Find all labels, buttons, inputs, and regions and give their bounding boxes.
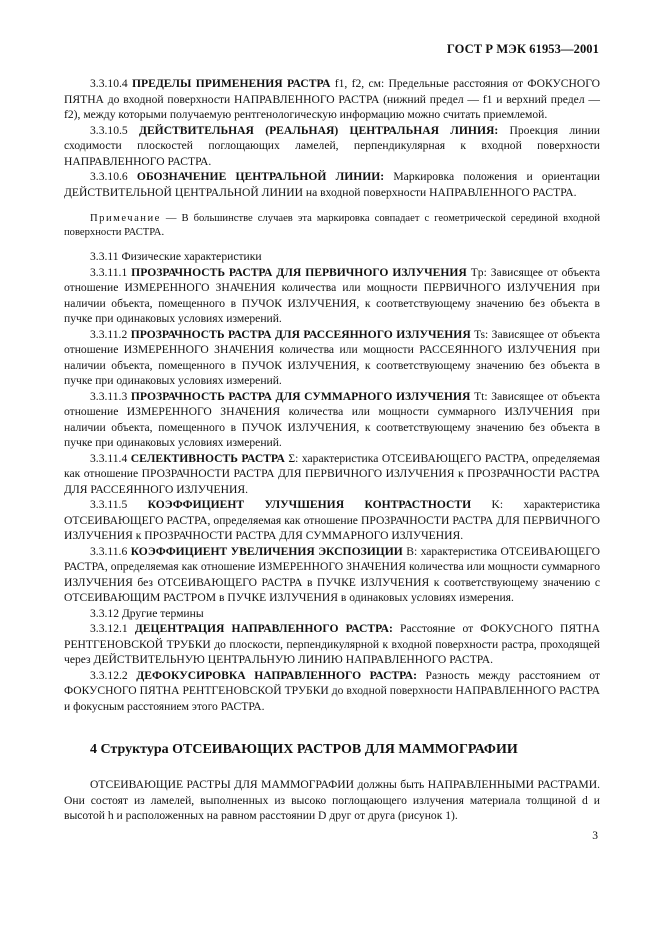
definition-text: Зависящее от объекта отношение ИЗМЕРЕННОГО ЗНАЧЕНИЯ количества или мощности суммарного ИЗЛУЧЕНИЯ при наличии объекта, помещенного в ПУЧОК ИЗЛУЧЕНИЯ, к соответствующему значению без объекта в пучке при одинаковых условиях измерений. (64, 389, 600, 449)
term: ОБОЗНАЧЕНИЕ ЦЕНТРАЛЬНОЙ ЛИНИИ: (136, 170, 385, 183)
definition-paragraph (64, 668, 600, 715)
clause-number: 3.3.10.5 (90, 123, 128, 137)
term: ПРЕДЕЛЫ ПРИМЕНЕНИЯ РАСТРА (132, 77, 331, 90)
note-label: Примечание (90, 213, 161, 224)
definition-paragraph (64, 451, 600, 498)
term-symbol: Tp: (466, 265, 487, 279)
definition-paragraph (64, 327, 600, 389)
term-symbol: B: (402, 544, 418, 558)
definitions-3-3-10 (64, 76, 600, 200)
definition-text: Проекция линии сходимости плоскостей поглощающих ламелей, перпендикулярная к входной поверхности НАПРАВЛЕННОГО РАСТРА. (64, 123, 600, 168)
definition-paragraph (64, 169, 600, 200)
term-symbol: K: (471, 498, 504, 511)
definition-paragraph (64, 544, 600, 606)
definition-paragraph (64, 265, 600, 327)
definition-text: Разность между расстоянием от ФОКУСНОГО ПЯТНА РЕНТГЕНОВСКОЙ ТРУБКИ до входной поверхности НАПРАВЛЕННОГО РАСТРА и фокусным расстоянием этого РАСТРА. (64, 668, 601, 713)
definition-text: Предельные расстояния от ФОКУСНОГО ПЯТНА до входной поверхности НАПРАВЛЕННОГО РАСТРА (нижний предел — f1 и верхний предел — f2), между которыми получаемую рентгенологическую информацию можно считать приемлемой. (64, 77, 601, 121)
term: ПРОЗРАЧНОСТЬ РАСТРА ДЛЯ ПЕРВИЧНОГО ИЗЛУЧЕНИЯ (131, 265, 467, 279)
term: ПРОЗРАЧНОСТЬ РАСТРА ДЛЯ РАССЕЯННОГО ИЗЛУЧЕНИЯ (130, 327, 471, 341)
definition-text: характеристика ОТСЕИВАЮЩЕГО РАСТРА, определяемая как отношение ИЗМЕРЕННОГО ЗНАЧЕНИЯ количества или мощности суммарного ИЗЛУЧЕНИЯ без ОТСЕИВАЮЩЕГО РАСТРА в ПУЧКЕ ИЗЛУЧЕНИЯ к соответствующему значению с ОТСЕИВАЮЩИМ РАСТРОМ в ПУЧКЕ ИЗЛУЧЕНИЯ в одинаковых условиях измерения. (64, 544, 600, 604)
term: КОЭФФИЦИЕНТ УВЕЛИЧЕНИЯ ЭКСПОЗИЦИИ (130, 544, 403, 558)
note-text: — В большинстве случаев эта маркировка совпадает с геометрической серединой входной поверхности РАСТРА. (64, 213, 600, 238)
note (64, 212, 600, 240)
term-symbol: f1, f2, см: (330, 77, 385, 90)
definition-text: характеристика ОТСЕИВАЮЩЕГО РАСТРА, определяемая как отношение ПРОЗРАЧНОСТИ РАСТРА ДЛЯ ПЕРВИЧНОГО ИЗЛУЧЕНИЯ к ПРОЗРАЧНОСТИ РАСТРА ДЛЯ РАССЕЯННОГО ИЗЛУЧЕНИЯ. (64, 451, 601, 496)
term: ДЕФОКУСИРОВКА НАПРАВЛЕННОГО РАСТРА: (136, 668, 418, 682)
term: СЕЛЕКТИВНОСТЬ РАСТРА (130, 451, 285, 465)
clause-number: 3.3.11.2 (90, 327, 128, 341)
term: ДЕЦЕНТРАЦИЯ НАПРАВЛЕННОГО РАСТРА: (134, 622, 393, 635)
definition-text: Маркировка положения и ориентации ДЕЙСТВИТЕЛЬНОЙ ЦЕНТРАЛЬНОЙ ЛИНИИ на входной поверхности НАПРАВЛЕННОГО РАСТРА. (64, 170, 601, 199)
definition-paragraph (64, 76, 600, 123)
clause-number: 3.3.11.1 (90, 265, 128, 279)
definitions-3-3-12 (64, 621, 600, 714)
clause-number: 3.3.11.5 (90, 498, 128, 511)
definition-text: Расстояние от ФОКУСНОГО ПЯТНА РЕНТГЕНОВСКОЙ ТРУБКИ до плоскости, перпендикулярной к входной поверхности растра, проходящей через ДЕЙСТВИТЕЛЬНУЮ ЦЕНТРАЛЬНУЮ ЛИНИЮ НАПРАВЛЕННОГО РАСТРА. (64, 622, 600, 666)
other-heading: 3.3.12 Другие термины (90, 606, 204, 620)
definition-text: характеристика ОТСЕИВАЮЩЕГО РАСТРА, определяемая как отношение ПРОЗРАЧНОСТИ РАСТРА ДЛЯ ПЕРВИЧНОГО ИЗЛУЧЕНИЯ к ПРОЗРАЧНОСТИ РАСТРА ДЛЯ СУММАРНОГО ИЗЛУЧЕНИЯ. (64, 498, 600, 542)
document-id: ГОСТ Р МЭК 61953—2001 (446, 42, 599, 56)
term: ДЕЙСТВИТЕЛЬНАЯ (РЕАЛЬНАЯ) ЦЕНТРАЛЬНАЯ ЛИНИЯ: (138, 123, 499, 137)
clause-number: 3.3.11.6 (90, 544, 128, 558)
definitions-3-3-11 (64, 265, 600, 606)
term: КОЭФФИЦИЕНТ УЛУЧШЕНИЯ КОНТРАСТНОСТИ (147, 498, 472, 511)
term-symbol: Σ: (284, 451, 299, 465)
definition-paragraph (64, 497, 600, 544)
clause-number: 3.3.10.4 (90, 77, 128, 90)
definition-paragraph (64, 389, 600, 451)
definition-paragraph (64, 123, 600, 170)
clause-number: 3.3.10.6 (90, 170, 128, 183)
definition-text: Зависящее от объекта отношение ИЗМЕРЕННОГО ЗНАЧЕНИЯ количества или мощности ПЕРВИЧНОГО ИЗЛУЧЕНИЯ при наличии объекта, помещенного в ПУЧОК ИЗЛУЧЕНИЯ, к соответствующему значению без объекта в пучке при одинаковых условиях измерений. (64, 265, 601, 325)
term-symbol: Tt: (470, 389, 488, 403)
term-symbol: Ts: (470, 327, 489, 341)
clause-number: 3.3.12.2 (90, 668, 128, 682)
section-4-text: ОТСЕИВАЮЩИЕ РАСТРЫ ДЛЯ МАММОГРАФИИ должны быть НАПРАВЛЕННЫМИ РАСТРАМИ. Они состоят из ламелей, выполненных из высоко поглощающего излучения материала толщиной d и высотой h и расположенных на равном расстоянии D друг от друга (рисунок 1). (64, 778, 600, 822)
term: ПРОЗРАЧНОСТЬ РАСТРА ДЛЯ СУММАРНОГО ИЗЛУЧЕНИЯ (130, 389, 471, 403)
section-4-body (64, 777, 600, 824)
definition-paragraph (64, 621, 600, 668)
section-4-heading: 4 Структура ОТСЕИВАЮЩИХ РАСТРОВ ДЛЯ МАММОГРАФИИ (90, 742, 518, 757)
document-body (64, 76, 600, 714)
clause-number: 3.3.11.3 (90, 389, 128, 403)
physical-heading: 3.3.11 Физические характеристики (90, 250, 262, 263)
definition-text: Зависящее от объекта отношение ИЗМЕРЕННОГО ЗНАЧЕНИЯ количества или мощности РАССЕЯННОГО ИЗЛУЧЕНИЯ при наличии объекта, помещенного в ПУЧОК ИЗЛУЧЕНИЯ, к соответствующему значению без объекта в пучке при одинаковых условиях измерений. (64, 327, 601, 387)
clause-number: 3.3.11.4 (90, 451, 128, 465)
page-number: 3 (592, 830, 598, 842)
clause-number: 3.3.12.1 (90, 622, 128, 635)
